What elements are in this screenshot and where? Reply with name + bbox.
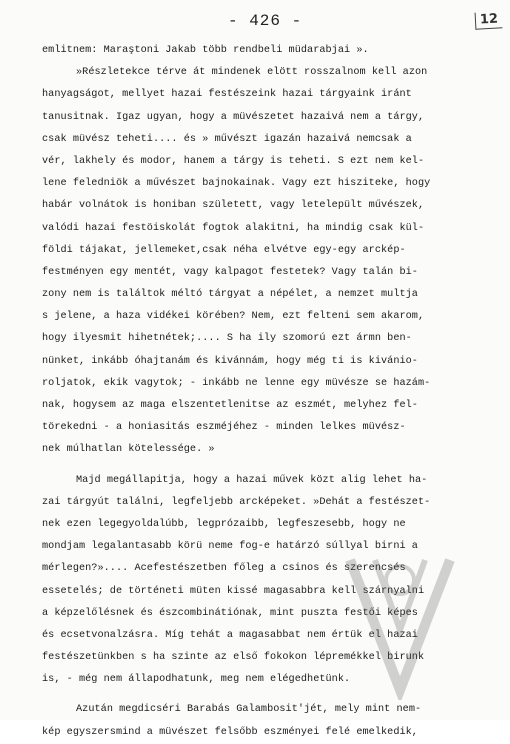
text-line: Azután megdicséri Barabás Galambosit'jét, mely mint nem-: [76, 704, 422, 716]
text-line: »Részletekce térve át mindenek elött rosszalnom kell azon: [76, 67, 428, 79]
text-line: zai tárgyút találni, legfeljebb arcképeket. »Dehát a festészet-: [42, 496, 431, 508]
text-line: lene feledniök a művészet bajnokainak. Vagy ezt hisziteke, hogy: [42, 178, 431, 190]
text-line: festményen egy mentét, vagy kalpagot festetek? Vagy talán bi-: [42, 266, 418, 278]
text-line: emlitnem: Maraştoni Jakab több rendbeli müdarabjai ».: [42, 45, 369, 56]
text-line: nak, hogysem az maga elszentetlenitse az eszmét, melyhez fel-: [42, 400, 418, 411]
text-line: s jelene, a haza vidékei körében? Nem, ezt felteni sem akarom,: [42, 311, 425, 323]
text-line: a képzelőlésnek és észcombinátiónak, mint puszta festői képes: [42, 607, 418, 619]
page-number: - 426 -: [228, 12, 303, 30]
text-line: tanusitnak. Igaz ugyan, hogy a müvészetet hazaivá nem a tárgy,: [42, 111, 425, 123]
text-line: csak müvész teheti.... és » művészt igazán hazaivá nemcsak a: [42, 133, 412, 145]
text-line: hogy ilyesmit hihetnétek;.... S ha ily szomorú ezt ármn ben-: [42, 333, 412, 345]
text-line: földi tájakat, jellemeket,csak néha elvétve egy-egy arckép-: [42, 244, 406, 256]
text-line: vér, lakhely és modor, hanem a tárgy is teheti. S ezt nem kel-: [42, 155, 425, 167]
text-line: Majd megállapitja, hogy a hazai művek közt alig lehet ha-: [76, 474, 428, 486]
text-line: kép egyszersmind a müvészet felsőbb eszményei felé emelkedik,: [42, 726, 418, 738]
text-line: habár volnátok is honiban született, vagy letelepült művészek,: [42, 200, 425, 212]
page-header: [0, 12, 510, 40]
text-line: mondjam legalantasabb körü neme fog-e határzó súllyal birni a: [42, 541, 418, 553]
text-line: zony nem is találtok méltó tárgyat a népélet, a nemzet multja: [42, 289, 418, 301]
text-line: nek múlhatlan kötelessége. »: [42, 444, 215, 456]
text-line: hanyagságot, mellyet hazai festészeink hazai tárgyaink iránt: [42, 89, 412, 101]
text-line: roljatok, ekik vagytok; - inkább ne lenne egy müvésze se hazám-: [42, 377, 431, 389]
text-line: nek ezen legegyoldalúbb, legprózaibb, legfeszesebb, hogy ne: [42, 518, 406, 530]
text-line: festészetünkben s ha szinte az első fokokon lépremékkel birunk: [42, 652, 425, 664]
text-line: essetelés; de történeti müten kissé magasabbra kell szárnyalni: [42, 585, 425, 597]
text-line: is, - még nem állapodhatunk, meg nem elégedhetünk.: [42, 674, 351, 686]
folio-number: 12: [474, 11, 502, 29]
text-line: törekedni - a honiasitás eszméjéhez - minden lelkes müvész-: [42, 422, 406, 434]
text-line: nünket, inkább óhajtanám és kivánnám, hogy még ti is kivánio-: [42, 355, 418, 367]
text-line: mérlegen?».... Acefestészetben főleg a csinos és szerencsés: [42, 563, 406, 575]
faint-stamp-mark: [330, 540, 470, 700]
text-line: és ecsetvonalzásra. Míg tehát a magasabbat nem értük el hazai: [42, 629, 418, 641]
paragraph-gap: [42, 462, 492, 470]
text-line: valódi hazai festöiskolát fogtok alakitni, ha mindig csak kül-: [42, 222, 425, 234]
